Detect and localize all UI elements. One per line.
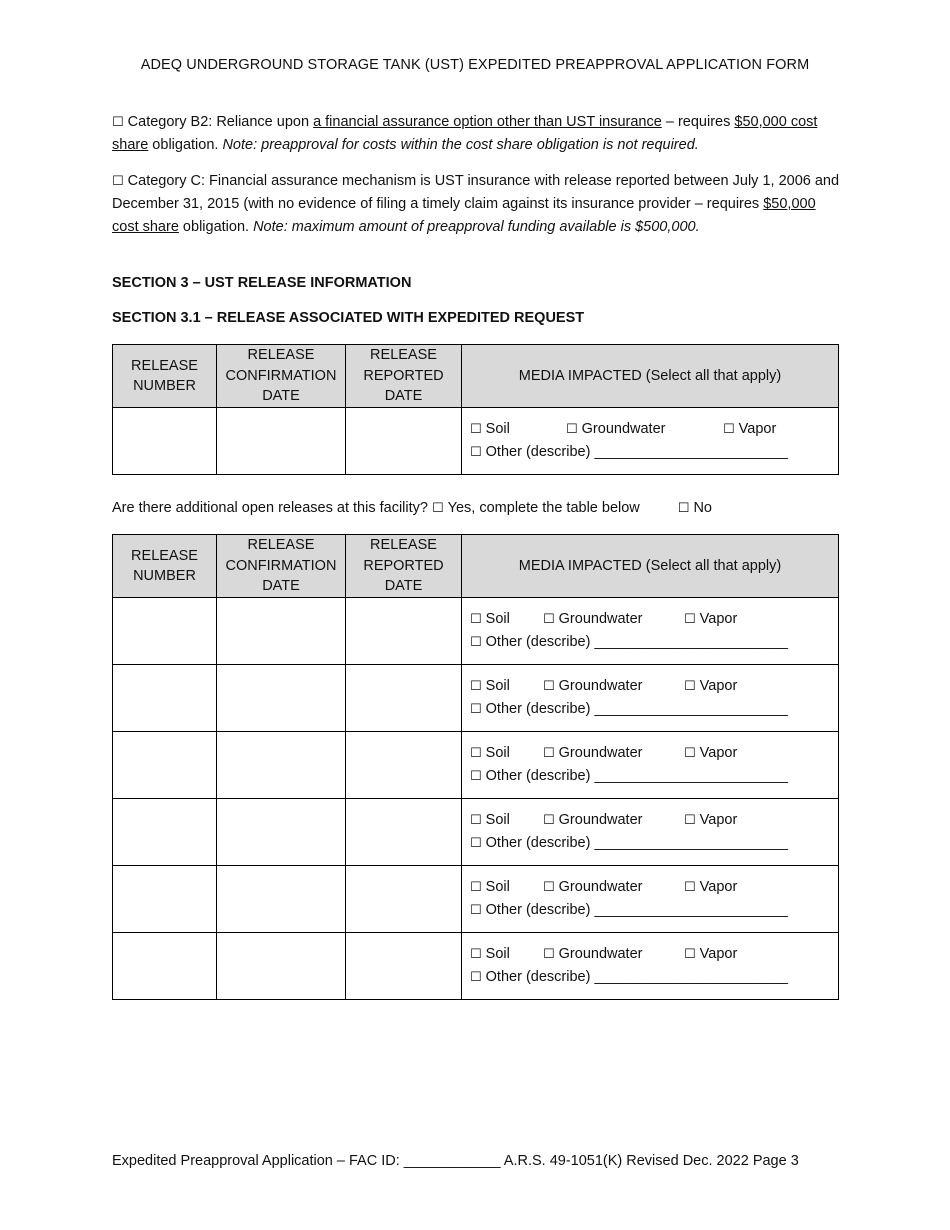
groundwater-checkbox[interactable]: ☐ bbox=[543, 947, 555, 962]
vapor-checkbox[interactable]: ☐ bbox=[684, 679, 696, 694]
yes-label: Yes, complete the table below bbox=[447, 500, 640, 516]
vapor-checkbox[interactable]: ☐ bbox=[684, 880, 696, 895]
header-release-number: RELEASE NUMBER bbox=[113, 535, 217, 598]
release-table-primary bbox=[112, 344, 839, 475]
category-c-note: Note: maximum amount of preapproval funding available is $500,000. bbox=[253, 219, 700, 235]
category-b2-label: Category B2: Reliance upon bbox=[127, 114, 314, 130]
groundwater-label: Groundwater bbox=[558, 745, 643, 761]
groundwater-checkbox[interactable]: ☐ bbox=[543, 746, 555, 761]
category-b2-checkbox[interactable]: ☐ bbox=[112, 115, 124, 130]
no-checkbox[interactable]: ☐ bbox=[677, 501, 690, 516]
other-label[interactable]: Other (describe) ________________________ bbox=[485, 634, 788, 650]
soil-label: Soil bbox=[485, 611, 510, 627]
table-row bbox=[113, 598, 839, 665]
vapor-checkbox[interactable]: ☐ bbox=[684, 612, 696, 627]
media-impacted-cell bbox=[462, 732, 839, 799]
groundwater-label: Groundwater bbox=[558, 946, 643, 962]
confirmation-date-cell[interactable] bbox=[217, 866, 346, 933]
media-impacted-cell bbox=[462, 933, 839, 1000]
reported-date-cell[interactable] bbox=[346, 665, 462, 732]
release-number-cell[interactable] bbox=[113, 799, 217, 866]
category-b2-tail: obligation. bbox=[148, 137, 223, 153]
reported-date-cell[interactable] bbox=[346, 866, 462, 933]
vapor-label: Vapor bbox=[738, 421, 777, 437]
release-number-cell[interactable] bbox=[113, 933, 217, 1000]
page-header: ADEQ UNDERGROUND STORAGE TANK (UST) EXPEDITED PREAPPROVAL APPLICATION FORM bbox=[140, 57, 810, 73]
groundwater-checkbox[interactable]: ☐ bbox=[543, 880, 555, 895]
category-c-paragraph bbox=[112, 170, 840, 239]
groundwater-label: Groundwater bbox=[581, 421, 666, 437]
cost-share-link[interactable]: $50,000 cost share bbox=[112, 114, 818, 153]
table-row bbox=[113, 866, 839, 933]
soil-checkbox[interactable]: ☐ bbox=[470, 947, 482, 962]
release-number-cell[interactable] bbox=[113, 866, 217, 933]
confirmation-date-cell[interactable] bbox=[217, 799, 346, 866]
section-3-1-title: SECTION 3.1 – RELEASE ASSOCIATED WITH EXPEDITED REQUEST bbox=[112, 310, 585, 326]
other-checkbox[interactable]: ☐ bbox=[470, 635, 482, 650]
reported-date-cell[interactable] bbox=[346, 732, 462, 799]
groundwater-checkbox[interactable]: ☐ bbox=[566, 422, 578, 437]
financial-assurance-link[interactable]: a financial assurance option other than UST insurance bbox=[313, 114, 662, 130]
vapor-label: Vapor bbox=[699, 946, 738, 962]
groundwater-checkbox[interactable]: ☐ bbox=[543, 813, 555, 828]
other-label[interactable]: Other (describe) ________________________ bbox=[485, 768, 788, 784]
table-row bbox=[113, 799, 839, 866]
table-row bbox=[113, 933, 839, 1000]
media-impacted-cell bbox=[462, 598, 839, 665]
other-checkbox[interactable]: ☐ bbox=[470, 445, 482, 460]
groundwater-label: Groundwater bbox=[558, 812, 643, 828]
other-label[interactable]: Other (describe) ________________________ bbox=[485, 701, 788, 717]
no-label: No bbox=[693, 500, 712, 516]
other-checkbox[interactable]: ☐ bbox=[470, 903, 482, 918]
other-checkbox[interactable]: ☐ bbox=[470, 836, 482, 851]
media-impacted-cell bbox=[462, 799, 839, 866]
table-header-row bbox=[113, 535, 839, 598]
vapor-label: Vapor bbox=[699, 745, 738, 761]
release-table-additional bbox=[112, 534, 839, 1000]
category-b2-paragraph bbox=[112, 111, 840, 157]
confirmation-date-cell[interactable] bbox=[217, 933, 346, 1000]
header-media-impacted: MEDIA IMPACTED (Select all that apply) bbox=[462, 535, 839, 598]
yes-checkbox[interactable]: ☐ bbox=[432, 501, 444, 516]
section-3-title: SECTION 3 – UST RELEASE INFORMATION bbox=[112, 275, 412, 291]
other-label[interactable]: Other (describe) ________________________ bbox=[485, 902, 788, 918]
soil-checkbox[interactable]: ☐ bbox=[470, 813, 482, 828]
confirmation-date-cell[interactable] bbox=[217, 665, 346, 732]
vapor-label: Vapor bbox=[699, 678, 738, 694]
category-b2-mid: – requires bbox=[661, 114, 735, 130]
table-row bbox=[113, 408, 839, 475]
category-b2-note: Note: preapproval for costs within the cost share obligation is not required. bbox=[222, 137, 699, 153]
category-c-checkbox[interactable]: ☐ bbox=[112, 174, 124, 189]
groundwater-checkbox[interactable]: ☐ bbox=[543, 612, 555, 627]
vapor-checkbox[interactable]: ☐ bbox=[723, 422, 735, 437]
table-header-row bbox=[113, 345, 839, 408]
soil-label: Soil bbox=[485, 812, 510, 828]
other-checkbox[interactable]: ☐ bbox=[470, 702, 482, 717]
soil-checkbox[interactable]: ☐ bbox=[470, 422, 482, 437]
header-reported-date: RELEASE REPORTED DATE bbox=[346, 535, 462, 598]
release-number-cell[interactable] bbox=[113, 598, 217, 665]
media-impacted-cell bbox=[462, 866, 839, 933]
soil-checkbox[interactable]: ☐ bbox=[470, 746, 482, 761]
page-footer: Expedited Preapproval Application – FAC ID: ____________ A.R.S. 49-1051(K) Revised Dec. 2022 Page 3 bbox=[112, 1153, 799, 1169]
vapor-checkbox[interactable]: ☐ bbox=[684, 813, 696, 828]
vapor-label: Vapor bbox=[699, 879, 738, 895]
header-release-number: RELEASE NUMBER bbox=[113, 345, 217, 408]
groundwater-label: Groundwater bbox=[558, 611, 643, 627]
soil-label: Soil bbox=[485, 946, 510, 962]
other-label[interactable]: Other (describe) ________________________ bbox=[485, 444, 788, 460]
groundwater-label: Groundwater bbox=[558, 879, 643, 895]
reported-date-cell[interactable] bbox=[346, 799, 462, 866]
release-number-cell[interactable] bbox=[113, 732, 217, 799]
other-label[interactable]: Other (describe) ________________________ bbox=[485, 835, 788, 851]
release-number-cell[interactable] bbox=[113, 408, 217, 475]
soil-label: Soil bbox=[485, 421, 510, 437]
other-label[interactable]: Other (describe) ________________________ bbox=[485, 969, 788, 985]
soil-checkbox[interactable]: ☐ bbox=[470, 679, 482, 694]
header-reported-date: RELEASE REPORTED DATE bbox=[346, 345, 462, 408]
groundwater-label: Groundwater bbox=[558, 678, 643, 694]
groundwater-checkbox[interactable]: ☐ bbox=[543, 679, 555, 694]
additional-releases-question bbox=[112, 500, 872, 516]
reported-date-cell[interactable] bbox=[346, 408, 462, 475]
vapor-checkbox[interactable]: ☐ bbox=[684, 947, 696, 962]
cost-share-link[interactable]: $50,000 cost share bbox=[112, 196, 816, 235]
confirmation-date-cell[interactable] bbox=[217, 598, 346, 665]
header-confirmation-date: RELEASE CONFIRMATION DATE bbox=[217, 345, 346, 408]
soil-checkbox[interactable]: ☐ bbox=[470, 880, 482, 895]
vapor-label: Vapor bbox=[699, 812, 738, 828]
soil-checkbox[interactable]: ☐ bbox=[470, 612, 482, 627]
question-text: Are there additional open releases at this facility? bbox=[112, 500, 432, 516]
header-media-impacted: MEDIA IMPACTED (Select all that apply) bbox=[462, 345, 839, 408]
reported-date-cell[interactable] bbox=[346, 933, 462, 1000]
media-impacted-cell bbox=[462, 665, 839, 732]
media-impacted-cell bbox=[462, 408, 839, 475]
vapor-checkbox[interactable]: ☐ bbox=[684, 746, 696, 761]
confirmation-date-cell[interactable] bbox=[217, 408, 346, 475]
other-checkbox[interactable]: ☐ bbox=[470, 769, 482, 784]
soil-label: Soil bbox=[485, 745, 510, 761]
release-number-cell[interactable] bbox=[113, 665, 217, 732]
reported-date-cell[interactable] bbox=[346, 598, 462, 665]
other-checkbox[interactable]: ☐ bbox=[470, 970, 482, 985]
confirmation-date-cell[interactable] bbox=[217, 732, 346, 799]
soil-label: Soil bbox=[485, 879, 510, 895]
vapor-label: Vapor bbox=[699, 611, 738, 627]
soil-label: Soil bbox=[485, 678, 510, 694]
table-row bbox=[113, 665, 839, 732]
category-c-label: Category C: Financial assurance mechanism is UST insurance with release reported between July 1, 2006 and December 31, 2015 (with no evidence of filing a timely claim against its insurance provider – requires bbox=[112, 173, 840, 212]
category-c-tail: obligation. bbox=[178, 219, 254, 235]
header-confirmation-date: RELEASE CONFIRMATION DATE bbox=[217, 535, 346, 598]
table-row bbox=[113, 732, 839, 799]
